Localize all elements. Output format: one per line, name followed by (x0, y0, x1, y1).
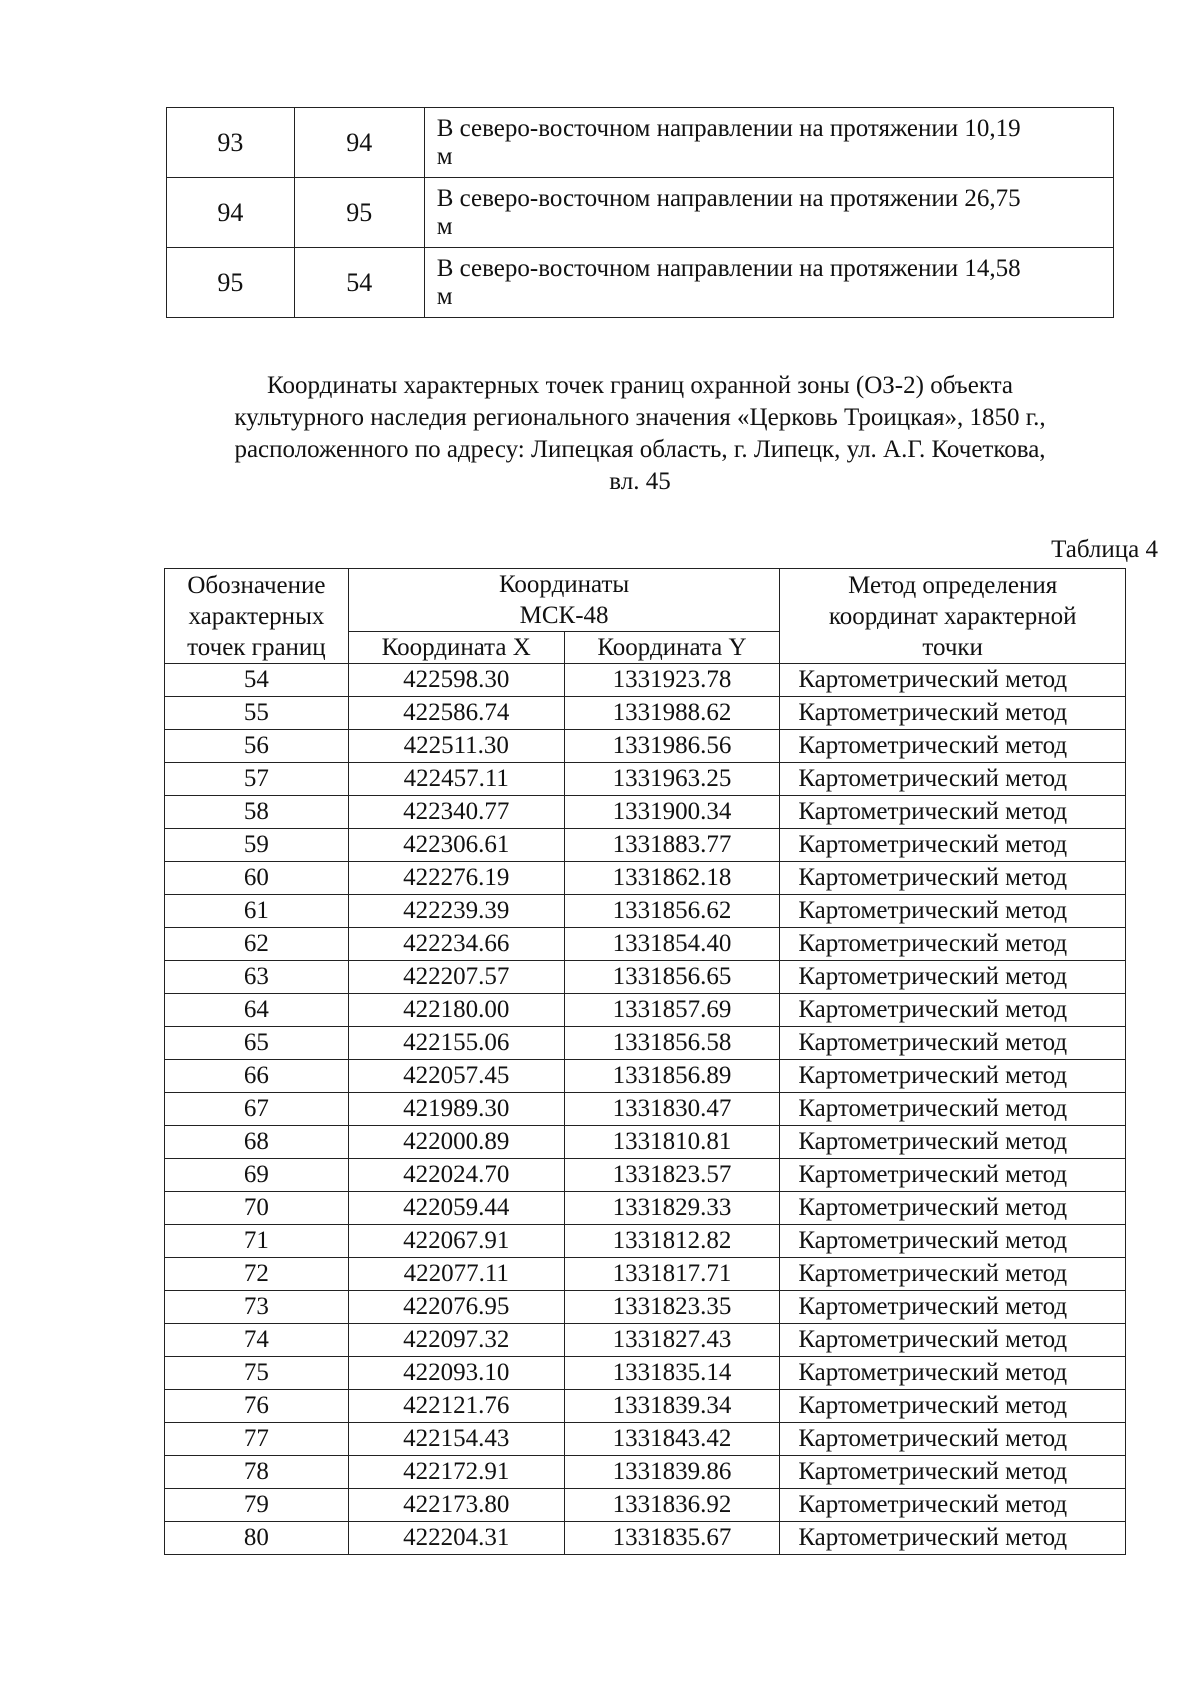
coord-y-cell: 1331856.65 (564, 961, 780, 994)
header-line: МСК-48 (519, 602, 609, 629)
table-row (165, 1126, 1126, 1159)
coord-x-cell: 422180.00 (348, 994, 564, 1027)
table-row (165, 763, 1126, 796)
segment-from: 93 (167, 108, 295, 178)
coord-x-cell: 422276.19 (348, 862, 564, 895)
point-cell: 67 (165, 1093, 349, 1126)
point-cell: 77 (165, 1423, 349, 1456)
segment-to: 54 (294, 248, 424, 318)
section-title (170, 370, 1110, 498)
coord-y-cell: 1331900.34 (564, 796, 780, 829)
point-cell: 54 (165, 664, 349, 697)
segment-row (167, 248, 1114, 318)
segment-unit: м (436, 282, 453, 310)
method-cell: Картометрический метод (780, 1390, 1126, 1423)
segment-text: В северо-восточном направлении на протяжении 10,19 (436, 114, 1021, 142)
method-cell: Картометрический метод (780, 664, 1126, 697)
segment-unit: м (436, 212, 453, 240)
title-line: вл. 45 (609, 468, 671, 495)
coord-y-cell: 1331827.43 (564, 1324, 780, 1357)
point-cell: 72 (165, 1258, 349, 1291)
table-row (165, 1060, 1126, 1093)
coord-y-cell: 1331829.33 (564, 1192, 780, 1225)
header-coord-y: Координата Y (564, 632, 780, 664)
method-cell: Картометрический метод (780, 1258, 1126, 1291)
table-row (165, 1489, 1126, 1522)
point-cell: 69 (165, 1159, 349, 1192)
coord-x-cell: 422586.74 (348, 697, 564, 730)
method-cell: Картометрический метод (780, 895, 1126, 928)
coord-y-cell: 1331843.42 (564, 1423, 780, 1456)
point-cell: 71 (165, 1225, 349, 1258)
segment-to: 94 (294, 108, 424, 178)
method-cell: Картометрический метод (780, 1192, 1126, 1225)
coord-y-cell: 1331856.62 (564, 895, 780, 928)
coord-x-cell: 422000.89 (348, 1126, 564, 1159)
segment-table (166, 107, 1114, 318)
coord-x-cell: 422234.66 (348, 928, 564, 961)
coord-x-cell: 422598.30 (348, 664, 564, 697)
header-line: Обозначение (187, 571, 326, 599)
method-cell: Картометрический метод (780, 1027, 1126, 1060)
coord-x-cell: 422067.91 (348, 1225, 564, 1258)
coord-y-cell: 1331856.89 (564, 1060, 780, 1093)
coord-x-cell: 422024.70 (348, 1159, 564, 1192)
table-row (165, 730, 1126, 763)
header-designation (165, 569, 349, 664)
coord-y-cell: 1331836.92 (564, 1489, 780, 1522)
coord-y-cell: 1331856.58 (564, 1027, 780, 1060)
coord-y-cell: 1331986.56 (564, 730, 780, 763)
coord-x-cell: 421989.30 (348, 1093, 564, 1126)
title-line: расположенного по адресу: Липецкая область, г. Липецк, ул. А.Г. Кочеткова, (234, 436, 1046, 463)
table-row (165, 1390, 1126, 1423)
point-cell: 76 (165, 1390, 349, 1423)
coordinates-table-header (165, 569, 1126, 664)
method-cell: Картометрический метод (780, 862, 1126, 895)
table-row (165, 1159, 1126, 1192)
header-line: точки (922, 633, 983, 661)
segment-from: 95 (167, 248, 295, 318)
coord-y-cell: 1331923.78 (564, 664, 780, 697)
segment-row (167, 108, 1114, 178)
coord-y-cell: 1331854.40 (564, 928, 780, 961)
coord-x-cell: 422154.43 (348, 1423, 564, 1456)
method-cell: Картометрический метод (780, 1357, 1126, 1390)
coord-y-cell: 1331830.47 (564, 1093, 780, 1126)
table-row (165, 664, 1126, 697)
coord-y-cell: 1331988.62 (564, 697, 780, 730)
table-row (165, 796, 1126, 829)
coord-x-cell: 422057.45 (348, 1060, 564, 1093)
coord-x-cell: 422457.11 (348, 763, 564, 796)
segment-to: 95 (294, 178, 424, 248)
coord-x-cell: 422511.30 (348, 730, 564, 763)
table-row (165, 1192, 1126, 1225)
coord-x-cell: 422207.57 (348, 961, 564, 994)
method-cell: Картометрический метод (780, 730, 1126, 763)
point-cell: 60 (165, 862, 349, 895)
point-cell: 57 (165, 763, 349, 796)
header-coordinates (348, 569, 779, 632)
method-cell: Картометрический метод (780, 1060, 1126, 1093)
method-cell: Картометрический метод (780, 1456, 1126, 1489)
coord-y-cell: 1331810.81 (564, 1126, 780, 1159)
point-cell: 62 (165, 928, 349, 961)
table-row (165, 1291, 1126, 1324)
coord-y-cell: 1331839.34 (564, 1390, 780, 1423)
table-row (165, 1456, 1126, 1489)
header-line: Координаты (498, 571, 630, 598)
method-cell: Картометрический метод (780, 1159, 1126, 1192)
point-cell: 65 (165, 1027, 349, 1060)
table-caption: Таблица 4 (1051, 536, 1158, 563)
segment-row (167, 178, 1114, 248)
method-cell: Картометрический метод (780, 1291, 1126, 1324)
coord-x-cell: 422155.06 (348, 1027, 564, 1060)
method-cell: Картометрический метод (780, 994, 1126, 1027)
segment-table-body (167, 108, 1114, 318)
coord-x-cell: 422059.44 (348, 1192, 564, 1225)
table-row (165, 994, 1126, 1027)
point-cell: 55 (165, 697, 349, 730)
point-cell: 68 (165, 1126, 349, 1159)
coord-y-cell: 1331812.82 (564, 1225, 780, 1258)
table-row (165, 928, 1126, 961)
point-cell: 73 (165, 1291, 349, 1324)
segment-description (424, 248, 1113, 318)
point-cell: 80 (165, 1522, 349, 1555)
coord-y-cell: 1331817.71 (564, 1258, 780, 1291)
coord-y-cell: 1331963.25 (564, 763, 780, 796)
method-cell: Картометрический метод (780, 796, 1126, 829)
method-cell: Картометрический метод (780, 763, 1126, 796)
point-cell: 79 (165, 1489, 349, 1522)
method-cell: Картометрический метод (780, 961, 1126, 994)
table-row (165, 1357, 1126, 1390)
point-cell: 74 (165, 1324, 349, 1357)
point-cell: 64 (165, 994, 349, 1027)
header-line: точек границ (187, 633, 326, 661)
segment-description (424, 108, 1113, 178)
point-cell: 70 (165, 1192, 349, 1225)
table-row (165, 1423, 1126, 1456)
coord-y-cell: 1331862.18 (564, 862, 780, 895)
method-cell: Картометрический метод (780, 697, 1126, 730)
method-cell: Картометрический метод (780, 1126, 1126, 1159)
coord-y-cell: 1331835.67 (564, 1522, 780, 1555)
table-row (165, 961, 1126, 994)
table-row (165, 1027, 1126, 1060)
point-cell: 66 (165, 1060, 349, 1093)
coord-x-cell: 422077.11 (348, 1258, 564, 1291)
segment-from: 94 (167, 178, 295, 248)
segment-text: В северо-восточном направлении на протяжении 14,58 (436, 254, 1021, 282)
coord-x-cell: 422204.31 (348, 1522, 564, 1555)
coord-y-cell: 1331839.86 (564, 1456, 780, 1489)
segment-description (424, 178, 1113, 248)
coord-x-cell: 422306.61 (348, 829, 564, 862)
table-row (165, 1522, 1126, 1555)
coordinates-table (164, 568, 1126, 1555)
point-cell: 63 (165, 961, 349, 994)
table-row (165, 1093, 1126, 1126)
title-line: Координаты характерных точек границ охранной зоны (ОЗ-2) объекта (267, 372, 1013, 399)
method-cell: Картометрический метод (780, 1522, 1126, 1555)
table-row (165, 829, 1126, 862)
method-cell: Картометрический метод (780, 1225, 1126, 1258)
point-cell: 78 (165, 1456, 349, 1489)
point-cell: 59 (165, 829, 349, 862)
coord-y-cell: 1331823.57 (564, 1159, 780, 1192)
coord-x-cell: 422173.80 (348, 1489, 564, 1522)
table-row (165, 895, 1126, 928)
table-row (165, 862, 1126, 895)
point-cell: 61 (165, 895, 349, 928)
table-row (165, 697, 1126, 730)
segment-unit: м (436, 142, 453, 170)
coord-y-cell: 1331835.14 (564, 1357, 780, 1390)
header-method (780, 569, 1126, 664)
coord-y-cell: 1331823.35 (564, 1291, 780, 1324)
coordinates-table-body (165, 664, 1126, 1555)
header-line: Метод определения (848, 571, 1058, 599)
table-row (165, 1324, 1126, 1357)
coord-x-cell: 422340.77 (348, 796, 564, 829)
method-cell: Картометрический метод (780, 829, 1126, 862)
header-coord-x: Координата X (348, 632, 564, 664)
coord-x-cell: 422093.10 (348, 1357, 564, 1390)
title-line: культурного наследия регионального значения «Церковь Троицкая», 1850 г., (234, 404, 1046, 431)
coord-x-cell: 422239.39 (348, 895, 564, 928)
method-cell: Картометрический метод (780, 1324, 1126, 1357)
table-row (165, 1225, 1126, 1258)
table-row (165, 1258, 1126, 1291)
coord-y-cell: 1331857.69 (564, 994, 780, 1027)
header-line: координат характерной (828, 602, 1077, 630)
coord-x-cell: 422076.95 (348, 1291, 564, 1324)
header-line: характерных (188, 602, 325, 630)
method-cell: Картометрический метод (780, 1093, 1126, 1126)
method-cell: Картометрический метод (780, 928, 1126, 961)
segment-text: В северо-восточном направлении на протяжении 26,75 (436, 184, 1021, 212)
coord-y-cell: 1331883.77 (564, 829, 780, 862)
method-cell: Картометрический метод (780, 1423, 1126, 1456)
point-cell: 75 (165, 1357, 349, 1390)
coord-x-cell: 422172.91 (348, 1456, 564, 1489)
point-cell: 56 (165, 730, 349, 763)
coord-x-cell: 422097.32 (348, 1324, 564, 1357)
method-cell: Картометрический метод (780, 1489, 1126, 1522)
point-cell: 58 (165, 796, 349, 829)
coord-x-cell: 422121.76 (348, 1390, 564, 1423)
